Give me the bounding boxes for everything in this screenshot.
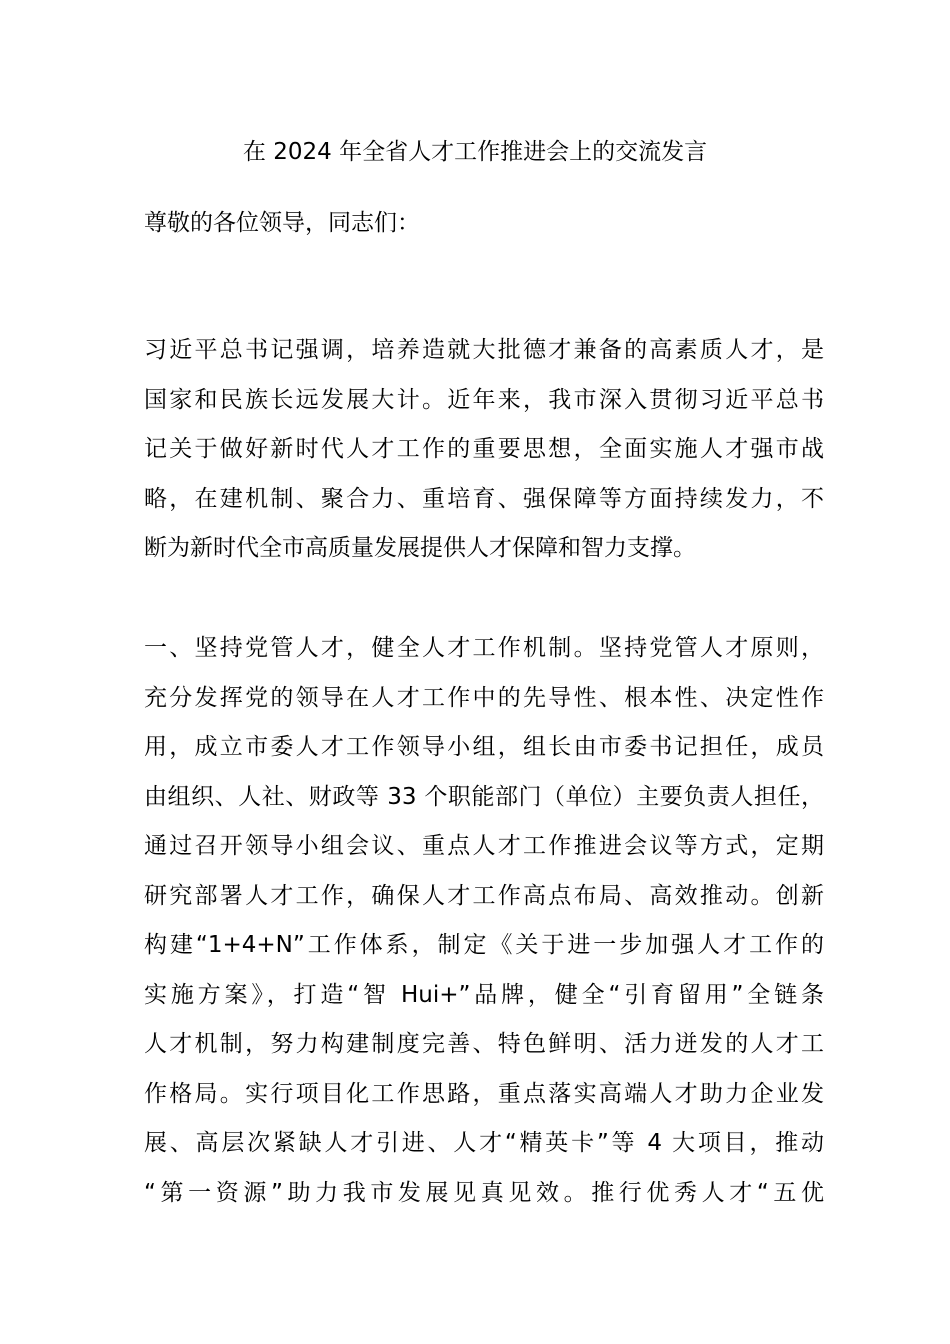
- paragraph-line: 习近平总书记强调，培养造就大批德才兼备的高素质人才，是: [144, 337, 824, 363]
- paragraph-line: 断为新时代全市高质量发展提供人才保障和智力支撑。: [144, 535, 696, 561]
- paragraph-line: 研究部署人才工作，确保人才工作高点布局、高效推动。创新: [144, 882, 824, 909]
- salutation-line: 尊敬的各位领导，同志们：: [144, 210, 420, 236]
- paragraph-line: “第一资源”助力我市发展见真见效。推行优秀人才“五优: [144, 1179, 824, 1206]
- paragraph-intro: [144, 326, 824, 574]
- paragraph-line: 通过召开领导小组会议、重点人才工作推进会议等方式，定期: [144, 833, 824, 859]
- paragraph-line: 充分发挥党的领导在人才工作中的先导性、根本性、决定性作: [144, 684, 824, 711]
- paragraph-line: 人才机制，努力构建制度完善、特色鲜明、活力迸发的人才工: [144, 1031, 824, 1057]
- paragraph-line: 作格局。实行项目化工作思路，重点落实高端人才助力企业发: [144, 1080, 824, 1107]
- paragraph-line: 国家和民族长远发展大计。近年来，我市深入贯彻习近平总书: [144, 386, 824, 413]
- paragraph-section-one: [144, 624, 824, 1218]
- document-title: 在 2024 年全省人才工作推进会上的交流发言: [242, 139, 708, 165]
- paragraph-line: 用，成立市委人才工作领导小组，组长由市委书记担任，成员: [144, 734, 824, 760]
- paragraph-line: 展、高层次紧缺人才引进、人才“精英卡”等 4 大项目，推动: [144, 1130, 824, 1156]
- paragraph-line: 记关于做好新时代人才工作的重要思想，全面实施人才强市战: [144, 436, 824, 462]
- paragraph-line: 一、坚持党管人才，健全人才工作机制。坚持党管人才原则，: [144, 635, 824, 661]
- paragraph-line: 略，在建机制、聚合力、重培育、强保障等方面持续发力，不: [144, 485, 824, 512]
- paragraph-line: 构建“1+4+N”工作体系，制定《关于进一步加强人才工作的: [144, 932, 824, 958]
- paragraph-line: 实施方案》，打造“智 Hui+”品牌，健全“引育留用”全链条: [144, 981, 824, 1008]
- paragraph-line: 由组织、人社、财政等 33 个职能部门（单位）主要负责人担任，: [144, 783, 824, 810]
- salutation: [144, 199, 824, 249]
